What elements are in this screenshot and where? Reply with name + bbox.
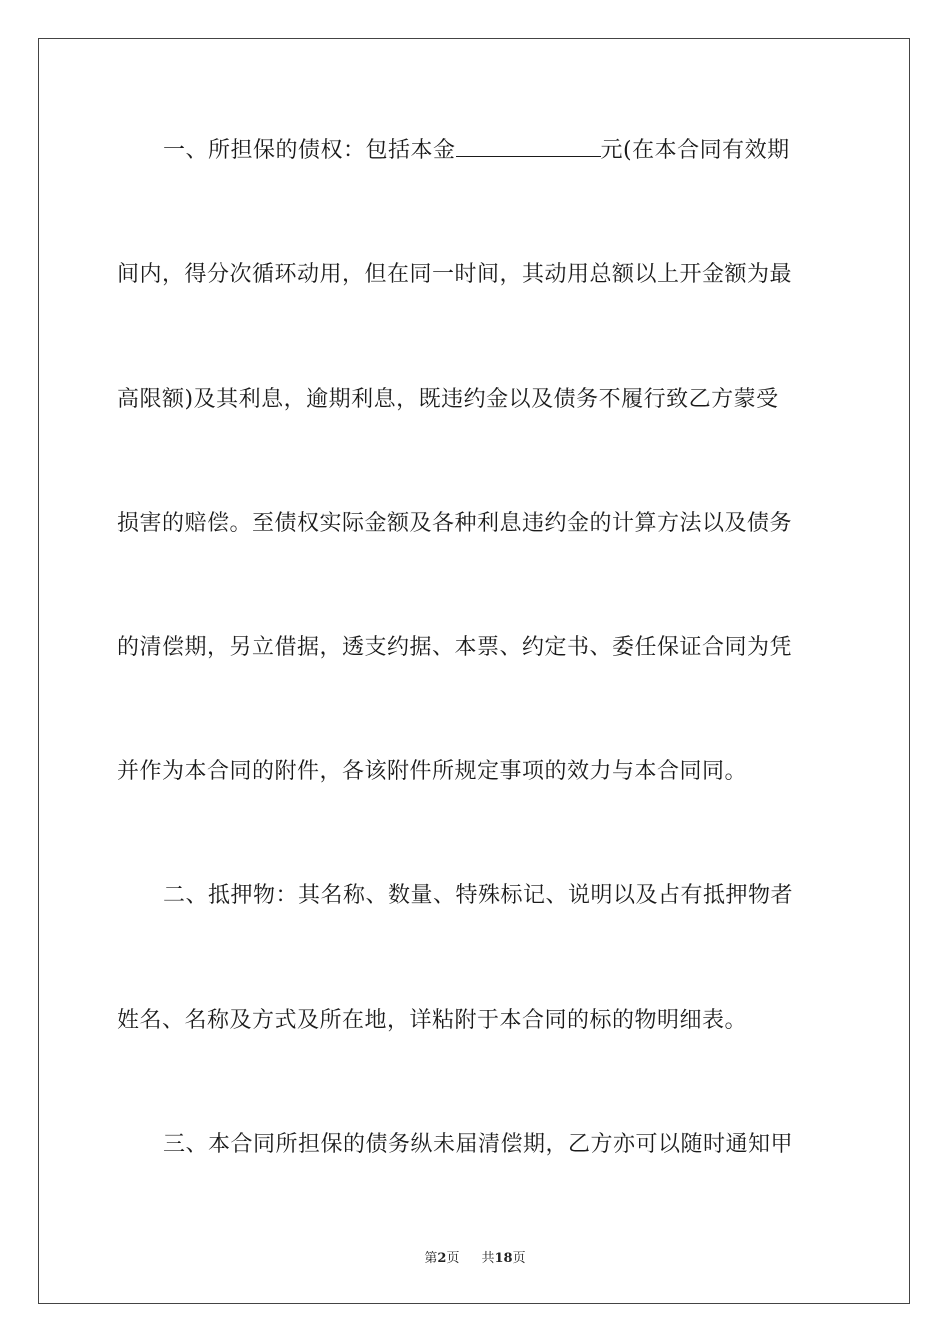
paragraph-3-line-1: 三、本合同所担保的债务纵未届清偿期，乙方亦可以随时通知甲 xyxy=(163,1132,794,1157)
page-prefix: 第 xyxy=(424,1251,438,1266)
total-pages: 18 xyxy=(494,1251,513,1266)
total-prefix: 共 xyxy=(481,1251,495,1266)
page-suffix: 页 xyxy=(446,1251,460,1266)
paragraph-1-line-6: 并作为本合同的附件，各该附件所规定事项的效力与本合同同。 xyxy=(117,759,748,784)
paragraph-1-line-1 xyxy=(163,136,832,166)
page-number: 2 xyxy=(437,1251,447,1266)
paragraph-1-line-3: 高限额)及其利息，逾期利息，既违约金以及债务不履行致乙方蒙受 xyxy=(117,387,779,412)
amount-blank-field xyxy=(456,138,601,157)
paragraph-1-line-4: 损害的赔偿。至债权实际金额及各种利息违约金的计算方法以及债务 xyxy=(117,511,793,536)
paragraph-1-line-5: 的清偿期，另立借据，透支约据、本票、约定书、委任保证合同为凭 xyxy=(117,635,793,660)
text-segment: 一、所担保的债权：包括本金 xyxy=(163,138,456,163)
page-border xyxy=(38,38,910,1304)
paragraph-2-line-1: 二、抵押物：其名称、数量、特殊标记、说明以及占有抵押物者 xyxy=(163,883,794,908)
total-suffix: 页 xyxy=(512,1251,526,1266)
paragraph-2-line-2: 姓名、名称及方式及所在地，详粘附于本合同的标的物明细表。 xyxy=(117,1008,748,1033)
page-footer xyxy=(0,1247,950,1266)
text-segment: 元(在本合同有效期 xyxy=(600,138,790,163)
paragraph-1-line-2: 间内，得分次循环动用，但在同一时间，其动用总额以上开金额为最 xyxy=(117,262,793,287)
